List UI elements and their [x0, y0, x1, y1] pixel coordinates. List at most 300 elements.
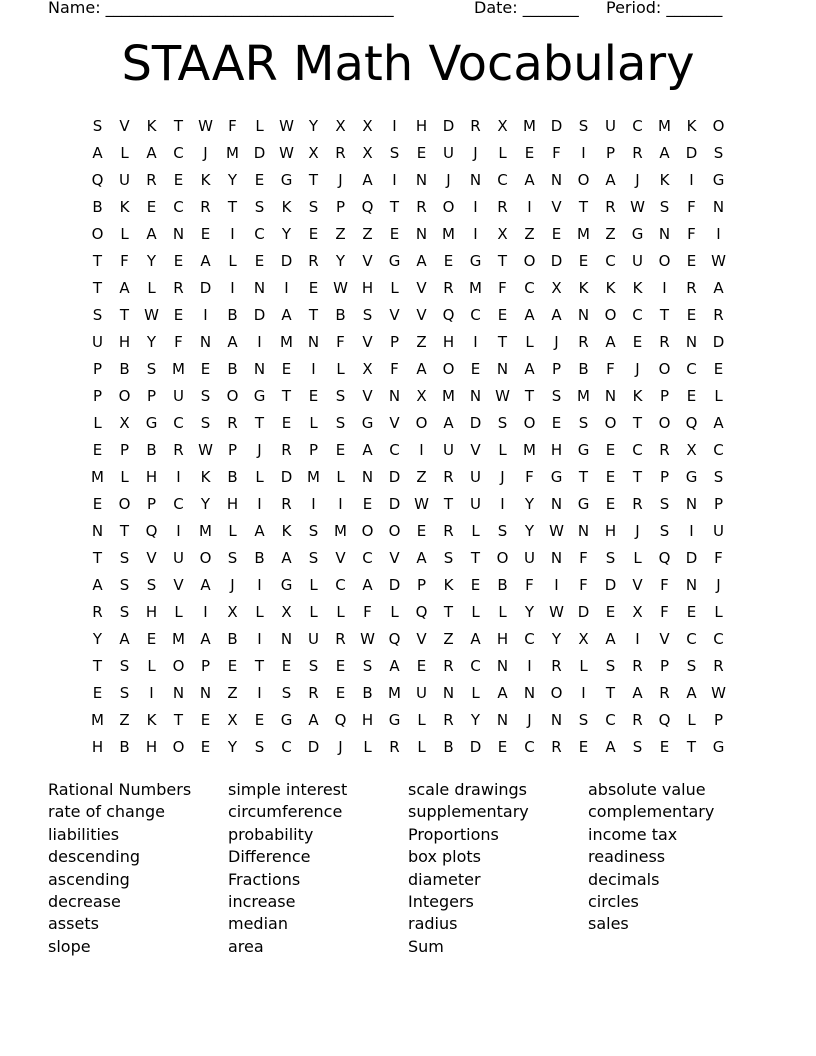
grid-letter[interactable]: G [550, 468, 563, 486]
grid-letter[interactable]: K [119, 198, 130, 216]
grid-letter[interactable]: S [92, 117, 103, 135]
grid-letter[interactable]: W [279, 144, 294, 162]
grid-letter[interactable]: D [253, 306, 266, 324]
grid-letter[interactable]: L [390, 603, 399, 621]
grid-letter[interactable]: T [578, 468, 589, 486]
grid-letter[interactable]: F [336, 333, 345, 351]
grid-letter[interactable]: R [443, 279, 454, 297]
grid-letter[interactable]: P [119, 441, 130, 459]
grid-letter[interactable]: N [415, 225, 428, 243]
grid-letter[interactable]: J [203, 144, 208, 162]
grid-letter[interactable]: L [363, 738, 372, 756]
grid-letter[interactable]: A [362, 441, 373, 459]
grid-letter[interactable]: X [362, 117, 373, 135]
grid-letter[interactable]: E [173, 171, 184, 189]
grid-letter[interactable]: V [389, 549, 400, 567]
grid-letter[interactable]: T [119, 306, 130, 324]
grid-letter[interactable]: I [473, 198, 478, 216]
grid-letter[interactable]: R [443, 711, 454, 729]
grid-letter[interactable]: A [146, 225, 157, 243]
grid-letter[interactable]: Q [415, 603, 428, 621]
grid-letter[interactable]: G [685, 468, 698, 486]
grid-letter[interactable]: I [392, 117, 397, 135]
grid-letter[interactable]: I [716, 225, 721, 243]
grid-letter[interactable]: E [200, 738, 211, 756]
grid-letter[interactable]: S [146, 360, 157, 378]
grid-letter[interactable]: I [230, 279, 235, 297]
grid-letter[interactable]: B [146, 441, 157, 459]
grid-letter[interactable]: R [92, 603, 103, 621]
grid-letter[interactable]: P [227, 441, 238, 459]
grid-letter[interactable]: T [497, 333, 508, 351]
grid-letter[interactable]: H [145, 603, 158, 621]
grid-letter[interactable]: M [334, 522, 347, 540]
grid-letter[interactable]: A [119, 279, 130, 297]
grid-letter[interactable]: C [524, 738, 535, 756]
grid-letter[interactable]: P [308, 441, 319, 459]
grid-letter[interactable]: Z [119, 711, 130, 729]
grid-letter[interactable]: R [308, 252, 319, 270]
grid-letter[interactable]: O [442, 198, 455, 216]
grid-letter[interactable]: X [227, 603, 238, 621]
grid-letter[interactable]: X [497, 117, 508, 135]
grid-letter[interactable]: T [173, 711, 184, 729]
grid-letter[interactable]: Z [416, 333, 427, 351]
grid-letter[interactable]: E [524, 144, 535, 162]
grid-letter[interactable]: E [335, 657, 346, 675]
grid-letter[interactable]: F [498, 279, 507, 297]
grid-letter[interactable]: E [443, 252, 454, 270]
grid-letter[interactable]: S [119, 684, 130, 702]
grid-letter[interactable]: L [120, 468, 129, 486]
grid-letter[interactable]: E [146, 198, 157, 216]
grid-letter[interactable]: D [280, 468, 293, 486]
grid-letter[interactable]: B [227, 306, 238, 324]
grid-letter[interactable]: N [496, 360, 509, 378]
grid-letter[interactable]: M [523, 117, 536, 135]
grid-letter[interactable]: R [551, 738, 562, 756]
grid-letter[interactable]: D [253, 144, 266, 162]
grid-letter[interactable]: C [605, 711, 616, 729]
grid-letter[interactable]: V [119, 117, 130, 135]
grid-letter[interactable]: K [146, 117, 157, 135]
grid-letter[interactable]: R [443, 522, 454, 540]
grid-letter[interactable]: L [147, 657, 156, 675]
grid-letter[interactable]: T [443, 495, 454, 513]
grid-letter[interactable]: X [497, 225, 508, 243]
grid-letter[interactable]: S [335, 387, 346, 405]
grid-letter[interactable]: N [685, 333, 698, 351]
grid-letter[interactable]: E [605, 441, 616, 459]
grid-letter[interactable]: X [119, 414, 130, 432]
grid-letter[interactable]: N [415, 171, 428, 189]
grid-letter[interactable]: N [577, 522, 590, 540]
grid-letter[interactable]: D [469, 738, 482, 756]
grid-letter[interactable]: I [203, 603, 208, 621]
grid-letter[interactable]: G [577, 495, 590, 513]
grid-letter[interactable]: R [632, 144, 643, 162]
grid-letter[interactable]: R [659, 684, 670, 702]
grid-letter[interactable]: P [659, 468, 670, 486]
grid-letter[interactable]: X [335, 117, 346, 135]
grid-letter[interactable]: R [497, 198, 508, 216]
grid-letter[interactable]: A [227, 333, 238, 351]
grid-letter[interactable]: A [524, 306, 535, 324]
grid-letter[interactable]: A [119, 630, 130, 648]
grid-letter[interactable]: D [388, 468, 401, 486]
grid-letter[interactable]: O [523, 414, 536, 432]
grid-letter[interactable]: O [172, 657, 185, 675]
grid-letter[interactable]: Y [92, 630, 103, 648]
grid-letter[interactable]: V [389, 306, 400, 324]
grid-letter[interactable]: E [254, 252, 265, 270]
grid-letter[interactable]: O [118, 387, 131, 405]
grid-letter[interactable]: G [145, 414, 158, 432]
grid-letter[interactable]: J [635, 360, 640, 378]
grid-letter[interactable]: A [92, 144, 103, 162]
grid-letter[interactable]: Q [145, 522, 158, 540]
grid-letter[interactable]: S [119, 576, 130, 594]
grid-letter[interactable]: K [443, 576, 454, 594]
grid-letter[interactable]: I [257, 630, 262, 648]
grid-letter[interactable]: E [362, 495, 373, 513]
grid-letter[interactable]: W [414, 495, 429, 513]
grid-letter[interactable]: G [712, 171, 725, 189]
grid-letter[interactable]: C [524, 279, 535, 297]
grid-letter[interactable]: O [496, 549, 509, 567]
grid-letter[interactable]: N [172, 225, 185, 243]
grid-letter[interactable]: B [227, 360, 238, 378]
grid-letter[interactable]: M [307, 468, 320, 486]
grid-letter[interactable]: C [632, 117, 643, 135]
grid-letter[interactable]: B [227, 468, 238, 486]
grid-letter[interactable]: L [228, 522, 237, 540]
grid-letter[interactable]: Y [524, 522, 535, 540]
grid-letter[interactable]: Z [416, 468, 427, 486]
grid-letter[interactable]: T [173, 117, 184, 135]
grid-letter[interactable]: S [227, 549, 238, 567]
grid-letter[interactable]: B [119, 360, 130, 378]
grid-letter[interactable]: W [279, 117, 294, 135]
grid-letter[interactable]: P [335, 198, 346, 216]
grid-letter[interactable]: Y [470, 711, 481, 729]
grid-letter[interactable]: P [551, 360, 562, 378]
grid-letter[interactable]: X [362, 360, 373, 378]
grid-letter[interactable]: C [362, 549, 373, 567]
grid-letter[interactable]: A [416, 360, 427, 378]
grid-letter[interactable]: E [497, 738, 508, 756]
grid-letter[interactable]: T [686, 738, 697, 756]
grid-letter[interactable]: N [199, 333, 212, 351]
grid-letter[interactable]: A [281, 549, 292, 567]
grid-letter[interactable]: E [416, 522, 427, 540]
grid-letter[interactable]: W [549, 603, 564, 621]
grid-letter[interactable]: M [199, 522, 212, 540]
grid-letter[interactable]: W [630, 198, 645, 216]
grid-letter[interactable]: J [338, 738, 343, 756]
grid-letter[interactable]: P [389, 333, 400, 351]
grid-letter[interactable]: A [443, 414, 454, 432]
grid-letter[interactable]: T [659, 306, 670, 324]
grid-letter[interactable]: L [687, 711, 696, 729]
grid-letter[interactable]: X [686, 441, 697, 459]
grid-letter[interactable]: I [689, 522, 694, 540]
grid-letter[interactable]: I [581, 144, 586, 162]
grid-letter[interactable]: N [550, 549, 563, 567]
grid-letter[interactable]: B [362, 684, 373, 702]
grid-letter[interactable]: D [388, 576, 401, 594]
grid-letter[interactable]: N [199, 684, 212, 702]
grid-letter[interactable]: E [686, 252, 697, 270]
grid-letter[interactable]: G [631, 225, 644, 243]
grid-letter[interactable]: H [550, 441, 563, 459]
grid-letter[interactable]: O [172, 738, 185, 756]
grid-letter[interactable]: S [335, 414, 346, 432]
grid-letter[interactable]: V [632, 576, 643, 594]
grid-letter[interactable]: K [146, 711, 157, 729]
grid-letter[interactable]: A [308, 711, 319, 729]
grid-letter[interactable]: A [362, 171, 373, 189]
grid-letter[interactable]: F [579, 549, 588, 567]
grid-letter[interactable]: G [712, 738, 725, 756]
grid-letter[interactable]: Q [658, 549, 671, 567]
grid-letter[interactable]: E [146, 630, 157, 648]
grid-letter[interactable]: J [716, 576, 721, 594]
grid-letter[interactable]: X [578, 630, 589, 648]
grid-letter[interactable]: R [632, 657, 643, 675]
grid-letter[interactable]: Q [388, 630, 401, 648]
grid-letter[interactable]: P [146, 495, 157, 513]
grid-letter[interactable]: D [469, 414, 482, 432]
grid-letter[interactable]: C [686, 630, 697, 648]
grid-letter[interactable]: B [92, 198, 103, 216]
grid-letter[interactable]: L [228, 252, 237, 270]
grid-letter[interactable]: G [280, 711, 293, 729]
grid-letter[interactable]: C [173, 495, 184, 513]
grid-letter[interactable]: D [712, 333, 725, 351]
grid-letter[interactable]: B [119, 738, 130, 756]
grid-letter[interactable]: W [198, 441, 213, 459]
grid-letter[interactable]: A [713, 414, 724, 432]
grid-letter[interactable]: U [173, 387, 184, 405]
grid-letter[interactable]: I [284, 279, 289, 297]
grid-letter[interactable]: I [338, 495, 343, 513]
grid-letter[interactable]: E [92, 684, 103, 702]
grid-letter[interactable]: Z [335, 225, 346, 243]
grid-letter[interactable]: A [416, 549, 427, 567]
grid-letter[interactable]: E [227, 657, 238, 675]
grid-letter[interactable]: M [226, 144, 239, 162]
grid-letter[interactable]: C [254, 225, 265, 243]
grid-letter[interactable]: S [254, 738, 265, 756]
grid-letter[interactable]: R [713, 657, 724, 675]
grid-letter[interactable]: U [713, 522, 724, 540]
grid-letter[interactable]: N [496, 711, 509, 729]
grid-letter[interactable]: U [173, 549, 184, 567]
grid-letter[interactable]: C [605, 252, 616, 270]
grid-letter[interactable]: L [714, 603, 723, 621]
grid-letter[interactable]: O [388, 522, 401, 540]
grid-letter[interactable]: F [120, 252, 129, 270]
grid-letter[interactable]: D [604, 576, 617, 594]
grid-letter[interactable]: U [443, 144, 454, 162]
grid-letter[interactable]: Q [361, 198, 374, 216]
grid-letter[interactable]: L [255, 468, 264, 486]
grid-letter[interactable]: N [280, 630, 293, 648]
grid-letter[interactable]: S [578, 117, 589, 135]
grid-letter[interactable]: X [551, 279, 562, 297]
grid-letter[interactable]: I [311, 360, 316, 378]
grid-letter[interactable]: U [119, 171, 130, 189]
grid-letter[interactable]: R [281, 441, 292, 459]
grid-letter[interactable]: V [146, 549, 157, 567]
grid-letter[interactable]: Y [308, 117, 319, 135]
grid-letter[interactable]: J [500, 468, 505, 486]
grid-letter[interactable]: M [280, 333, 293, 351]
grid-letter[interactable]: A [389, 657, 400, 675]
grid-letter[interactable]: L [255, 603, 264, 621]
grid-letter[interactable]: O [226, 387, 239, 405]
grid-letter[interactable]: I [176, 468, 181, 486]
grid-letter[interactable]: I [689, 171, 694, 189]
grid-letter[interactable]: T [443, 603, 454, 621]
grid-letter[interactable]: G [577, 441, 590, 459]
grid-letter[interactable]: W [198, 117, 213, 135]
grid-letter[interactable]: S [551, 387, 562, 405]
grid-letter[interactable]: Y [524, 603, 535, 621]
grid-letter[interactable]: R [173, 441, 184, 459]
grid-letter[interactable]: M [469, 279, 482, 297]
grid-letter[interactable]: F [606, 360, 615, 378]
grid-letter[interactable]: I [392, 171, 397, 189]
grid-letter[interactable]: E [281, 414, 292, 432]
grid-letter[interactable]: N [469, 387, 482, 405]
grid-letter[interactable]: E [497, 306, 508, 324]
grid-letter[interactable]: D [577, 603, 590, 621]
grid-letter[interactable]: H [361, 279, 374, 297]
grid-letter[interactable]: R [551, 657, 562, 675]
grid-letter[interactable]: S [497, 414, 508, 432]
grid-letter[interactable]: R [443, 468, 454, 486]
grid-letter[interactable]: Z [443, 630, 454, 648]
grid-letter[interactable]: R [200, 198, 211, 216]
grid-letter[interactable]: S [92, 306, 103, 324]
grid-letter[interactable]: A [362, 576, 373, 594]
grid-letter[interactable]: D [685, 549, 698, 567]
grid-letter[interactable]: E [308, 225, 319, 243]
grid-letter[interactable]: T [227, 198, 238, 216]
grid-letter[interactable]: R [146, 171, 157, 189]
grid-letter[interactable]: D [307, 738, 320, 756]
grid-letter[interactable]: V [335, 549, 346, 567]
grid-letter[interactable]: D [280, 252, 293, 270]
grid-letter[interactable]: N [550, 171, 563, 189]
grid-letter[interactable]: P [416, 576, 427, 594]
grid-letter[interactable]: U [416, 684, 427, 702]
grid-letter[interactable]: T [524, 387, 535, 405]
grid-letter[interactable]: F [525, 576, 534, 594]
grid-letter[interactable]: R [227, 414, 238, 432]
grid-letter[interactable]: N [712, 198, 725, 216]
grid-letter[interactable]: S [362, 306, 373, 324]
grid-letter[interactable]: O [118, 495, 131, 513]
grid-letter[interactable]: E [470, 360, 481, 378]
grid-letter[interactable]: R [470, 117, 481, 135]
grid-letter[interactable]: C [173, 144, 184, 162]
grid-letter[interactable]: L [336, 603, 345, 621]
grid-letter[interactable]: I [527, 198, 532, 216]
grid-letter[interactable]: N [91, 522, 104, 540]
grid-letter[interactable]: U [605, 117, 616, 135]
grid-letter[interactable]: T [632, 414, 643, 432]
grid-letter[interactable]: Y [227, 171, 238, 189]
grid-letter[interactable]: U [443, 441, 454, 459]
grid-letter[interactable]: H [415, 117, 428, 135]
grid-letter[interactable]: X [416, 387, 427, 405]
grid-letter[interactable]: N [388, 387, 401, 405]
grid-letter[interactable]: E [659, 738, 670, 756]
grid-letter[interactable]: V [416, 630, 427, 648]
grid-letter[interactable]: T [308, 306, 319, 324]
grid-letter[interactable]: H [91, 738, 104, 756]
grid-letter[interactable]: E [335, 684, 346, 702]
grid-letter[interactable]: V [362, 387, 373, 405]
grid-letter[interactable]: A [92, 576, 103, 594]
grid-letter[interactable]: I [203, 306, 208, 324]
grid-letter[interactable]: S [119, 603, 130, 621]
grid-letter[interactable]: H [442, 333, 455, 351]
grid-letter[interactable]: N [658, 225, 671, 243]
grid-letter[interactable]: L [309, 603, 318, 621]
grid-letter[interactable]: M [91, 468, 104, 486]
grid-letter[interactable]: E [686, 387, 697, 405]
grid-letter[interactable]: E [605, 495, 616, 513]
grid-letter[interactable]: E [551, 414, 562, 432]
grid-letter[interactable]: A [281, 306, 292, 324]
grid-letter[interactable]: M [442, 225, 455, 243]
grid-letter[interactable]: T [92, 549, 103, 567]
grid-letter[interactable]: V [416, 306, 427, 324]
grid-letter[interactable]: R [335, 630, 346, 648]
grid-letter[interactable]: F [579, 576, 588, 594]
grid-letter[interactable]: K [659, 171, 670, 189]
grid-letter[interactable]: C [470, 657, 481, 675]
grid-letter[interactable]: E [686, 306, 697, 324]
grid-letter[interactable]: J [338, 171, 343, 189]
grid-letter[interactable]: L [633, 549, 642, 567]
grid-letter[interactable]: N [172, 684, 185, 702]
grid-letter[interactable]: S [605, 657, 616, 675]
grid-letter[interactable]: F [174, 333, 183, 351]
grid-letter[interactable]: G [280, 171, 293, 189]
grid-letter[interactable]: I [257, 333, 262, 351]
grid-letter[interactable]: S [308, 198, 319, 216]
grid-letter[interactable]: Z [227, 684, 238, 702]
grid-letter[interactable]: U [470, 468, 481, 486]
grid-letter[interactable]: I [473, 225, 478, 243]
grid-letter[interactable]: B [443, 738, 454, 756]
grid-letter[interactable]: R [389, 738, 400, 756]
grid-letter[interactable]: D [550, 252, 563, 270]
grid-letter[interactable]: R [686, 279, 697, 297]
grid-letter[interactable]: H [145, 468, 158, 486]
grid-letter[interactable]: K [605, 279, 616, 297]
grid-letter[interactable]: M [577, 225, 590, 243]
grid-letter[interactable]: A [200, 252, 211, 270]
grid-letter[interactable]: V [389, 414, 400, 432]
grid-letter[interactable]: S [443, 549, 454, 567]
grid-letter[interactable]: F [660, 603, 669, 621]
